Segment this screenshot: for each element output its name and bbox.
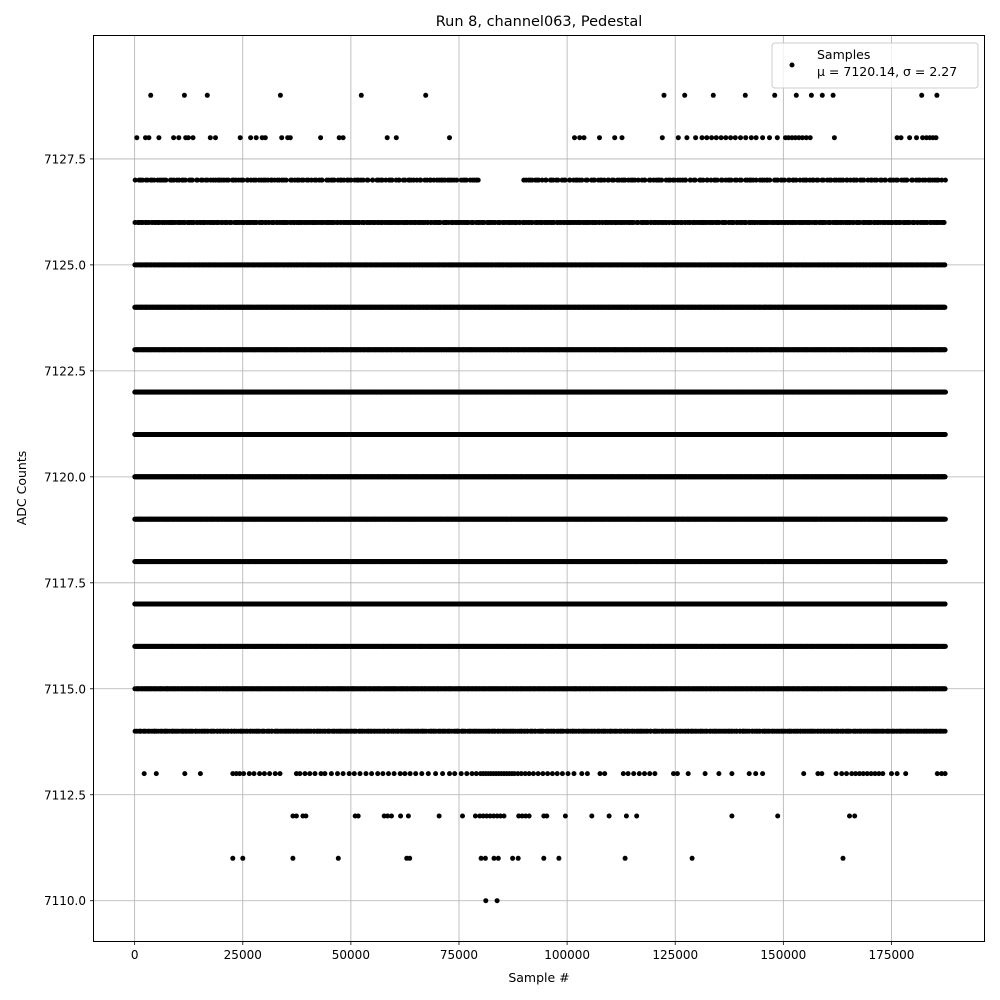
data-point	[213, 135, 218, 140]
data-point	[719, 135, 724, 140]
data-point	[772, 93, 777, 98]
data-point	[794, 93, 799, 98]
data-point	[659, 178, 664, 183]
data-point	[146, 135, 151, 140]
data-point	[278, 93, 283, 98]
data-point	[208, 135, 213, 140]
data-point	[883, 178, 888, 183]
data-point	[739, 178, 744, 183]
data-point	[709, 135, 714, 140]
data-point	[704, 135, 709, 140]
data-point	[683, 178, 688, 183]
data-point	[156, 135, 161, 140]
data-point	[171, 135, 176, 140]
data-point	[682, 93, 687, 98]
data-point	[728, 135, 733, 140]
data-point	[767, 135, 772, 140]
data-point	[620, 135, 625, 140]
data-point	[186, 135, 191, 140]
data-point	[612, 135, 617, 140]
data-point	[754, 135, 759, 140]
data-point	[738, 135, 743, 140]
data-point	[134, 135, 139, 140]
data-point	[723, 135, 728, 140]
data-point	[263, 135, 268, 140]
data-point	[597, 135, 602, 140]
data-point	[693, 135, 698, 140]
data-point	[914, 135, 919, 140]
data-point	[176, 135, 181, 140]
data-point	[284, 178, 289, 183]
data-point	[238, 135, 243, 140]
data-point	[248, 135, 253, 140]
data-point	[775, 135, 780, 140]
data-point	[642, 178, 647, 183]
data-point	[191, 135, 196, 140]
data-point	[148, 93, 153, 98]
data-point	[808, 135, 813, 140]
data-point	[582, 135, 587, 140]
data-point	[943, 178, 948, 183]
data-point	[205, 93, 210, 98]
data-point	[832, 135, 837, 140]
data-point	[563, 178, 568, 183]
data-point	[164, 178, 169, 183]
data-point	[320, 178, 325, 183]
data-point	[714, 135, 719, 140]
data-point	[919, 93, 924, 98]
data-point	[942, 305, 947, 310]
data-point	[423, 93, 428, 98]
data-point	[743, 135, 748, 140]
data-point	[942, 220, 947, 225]
data-point	[660, 135, 665, 140]
data-point	[934, 135, 939, 140]
data-point	[676, 135, 681, 140]
data-point	[190, 178, 195, 183]
data-point	[447, 135, 452, 140]
data-point	[359, 93, 364, 98]
data-point	[809, 93, 814, 98]
data-point	[693, 178, 698, 183]
data-point	[341, 135, 346, 140]
data-point	[760, 135, 765, 140]
data-point	[934, 93, 939, 98]
data-point	[254, 135, 259, 140]
data-point	[711, 93, 716, 98]
data-point	[182, 93, 187, 98]
data-point	[476, 178, 481, 183]
data-point	[366, 178, 371, 183]
data-point	[907, 135, 912, 140]
data-point	[943, 347, 948, 352]
data-point	[942, 262, 947, 267]
data-point	[767, 178, 772, 183]
data-point	[394, 135, 399, 140]
data-point	[279, 135, 284, 140]
data-point	[572, 135, 577, 140]
data-point	[743, 93, 748, 98]
data-point	[749, 135, 754, 140]
data-point	[820, 93, 825, 98]
data-point	[385, 135, 390, 140]
data-point	[370, 178, 375, 183]
data-point	[318, 135, 323, 140]
data-point	[733, 135, 738, 140]
data-point	[899, 135, 904, 140]
data-point	[662, 93, 667, 98]
data-point	[831, 93, 836, 98]
data-point	[700, 135, 705, 140]
data-point	[288, 135, 293, 140]
data-point	[905, 178, 910, 183]
data-point	[577, 135, 582, 140]
data-point	[684, 135, 689, 140]
data-point	[454, 178, 459, 183]
